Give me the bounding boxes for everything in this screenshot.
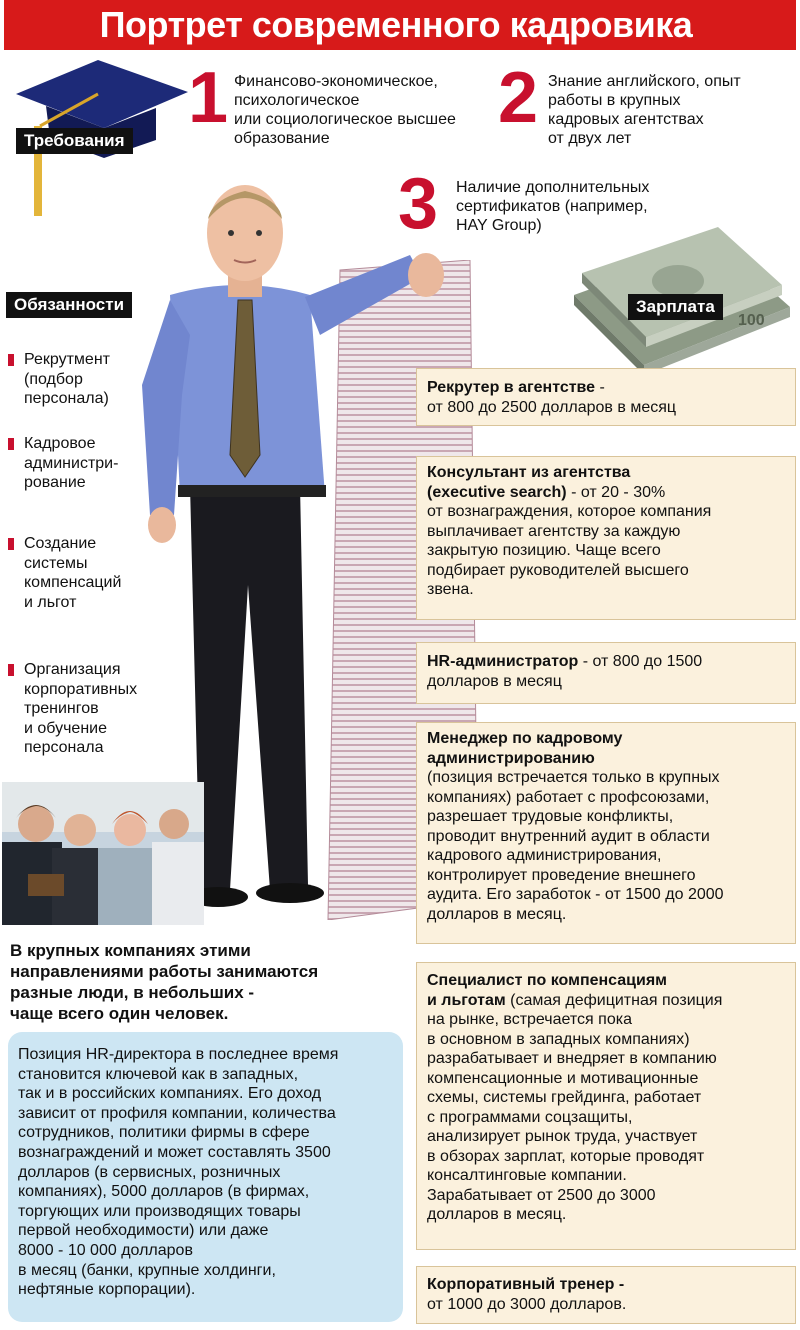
bullet-marker: [8, 538, 14, 550]
salary-line: подбирает руководителей высшего: [427, 561, 689, 579]
requirement-number-2: 2: [498, 58, 539, 138]
duty-line: корпоративных: [24, 680, 138, 698]
salary-line: и льготам (самая дефицитная позиция: [427, 991, 723, 1009]
salary-line: анализирует рынок труда, участвует: [427, 1128, 698, 1145]
hr-director-note: [18, 1045, 398, 1300]
bullet-marker: [8, 354, 14, 366]
salary-line: проводит внутренний аудит в области: [427, 827, 710, 845]
salary-line: (executive search) - от 20 - 30%: [427, 483, 666, 501]
duty-line: Кадровое: [24, 435, 96, 452]
salary-line: долларов в месяц.: [427, 1206, 567, 1223]
salary-line: (позиция встречается только в крупных: [427, 769, 720, 786]
salary-line: в обзорах зарплат, которые проводят: [427, 1147, 705, 1165]
page-title: Портрет современного кадровика: [99, 4, 693, 45]
salary-title: Специалист по компенсациям: [427, 972, 668, 989]
requirement-1-line: или социологическое высшее: [234, 111, 456, 128]
duty-line: рование: [24, 474, 86, 491]
salary-line: Рекрутер в агентстве -: [427, 379, 605, 396]
note-line: торгующих или производящих товары: [18, 1202, 301, 1220]
duty-line: персонала): [24, 390, 109, 407]
salary-title: Рекрутер в агентстве: [427, 379, 596, 396]
salary-box-hr-admin: [416, 642, 796, 704]
requirement-3-line: HAY Group): [456, 217, 542, 234]
requirement-1-line: образование: [234, 130, 330, 147]
note-line: становится ключевой как в западных,: [18, 1065, 299, 1083]
salary-box-compensation-specialist: [416, 962, 796, 1250]
requirement-2-line: Знание английского, опыт: [548, 73, 741, 90]
duty-line: тренингов: [24, 700, 99, 717]
salary-label: Зарплата: [628, 294, 723, 320]
note-line: зависит от профиля компании, количества: [18, 1104, 336, 1122]
salary-line: в основном в западных компаниях): [427, 1030, 690, 1048]
salary-title: и льготам: [427, 991, 506, 1009]
duty-line: (подбор: [24, 370, 83, 388]
salary-title: Менеджер по кадровому: [427, 730, 623, 747]
note-line: вознаграждений и может составлять 3500: [18, 1143, 331, 1161]
requirement-number-1: 1: [188, 58, 229, 138]
duty-line: компенсаций: [24, 574, 122, 591]
note-line: сотрудников, политики фирмы в сфере: [18, 1124, 310, 1142]
salary-line: долларов в месяц: [427, 672, 562, 690]
salary-box-recruiter: [416, 368, 796, 426]
salary-line: выплачивает агентству за каждую: [427, 522, 681, 540]
salary-line: от 800 до 2500 долларов в месяц: [427, 398, 677, 416]
requirement-2-line: кадровых агентствах: [548, 111, 704, 128]
requirements-label: Требования: [16, 128, 133, 154]
bold-note-line: направлениями работы занимаются: [10, 962, 319, 981]
salary-line: от 1000 до 3000 долларов.: [427, 1295, 627, 1313]
duty-line: Создание: [24, 535, 97, 552]
salary-line: звена.: [427, 581, 474, 598]
duty-line: администри-: [24, 454, 119, 472]
salary-line: закрытую позицию. Чаще всего: [427, 542, 661, 559]
requirement-1: [234, 72, 494, 148]
duty-line: системы: [24, 554, 88, 572]
duty-line: Рекрутмент: [24, 351, 110, 368]
note-line: в месяц (банки, крупные холдинги,: [18, 1261, 276, 1279]
requirement-number-3: 3: [398, 164, 439, 244]
bold-note: [10, 940, 405, 1024]
svg-text:100: 100: [738, 312, 765, 329]
requirement-1-line: Финансово-экономическое,: [234, 73, 438, 90]
requirement-2: [548, 72, 788, 148]
salary-line: Зарабатывает от 2500 до 3000: [427, 1186, 656, 1204]
business-people-photo: [2, 782, 204, 925]
requirement-2-line: работы в крупных: [548, 92, 681, 109]
bullet-marker: [8, 438, 14, 450]
salary-title: Корпоративный тренер -: [427, 1276, 625, 1293]
salary-box-trainer: [416, 1266, 796, 1324]
salary-line: консалтинговые компании.: [427, 1167, 627, 1184]
requirement-1-line: психологическое: [234, 92, 360, 109]
bullet-marker: [8, 664, 14, 676]
salary-line: на рынке, встречается пока: [427, 1011, 632, 1028]
salary-line: HR-администратор - от 800 до 1500: [427, 653, 703, 670]
requirement-3-line: сертификатов (например,: [456, 198, 648, 215]
requirement-3-line: Наличие дополнительных: [456, 179, 650, 196]
salary-title: администрированию: [427, 749, 595, 767]
salary-line: кадрового администрирования,: [427, 847, 662, 864]
salary-line: контролирует проведение внешнего: [427, 866, 696, 884]
duty-line: и обучение: [24, 719, 107, 737]
duties-label: Обязанности: [6, 292, 132, 318]
duty-line: Организация: [24, 661, 121, 678]
salary-box-hr-manager: [416, 722, 796, 944]
note-line: нефтяные корпорации).: [18, 1281, 196, 1299]
salary-line: от вознаграждения, которое компания: [427, 503, 712, 520]
salary-line: аудита. Его заработок - от 1500 до 2000: [427, 886, 724, 903]
note-line: так и в российских компаниях. Его доход: [18, 1085, 322, 1103]
salary-title: Консультант из агентства: [427, 464, 631, 481]
note-line: 8000 - 10 000 долларов: [18, 1241, 193, 1259]
note-line: компаниях), 5000 долларов (в фирмах,: [18, 1183, 310, 1201]
bold-note-line: разные люди, в небольших -: [10, 983, 255, 1002]
salary-line: разрабатывает и внедряет в компанию: [427, 1050, 717, 1067]
salary-line: долларов в месяц.: [427, 905, 567, 923]
salary-line: схемы, системы грейдинга, работает: [427, 1089, 702, 1106]
salary-line: с программами соцзащиты,: [427, 1108, 633, 1126]
salary-box-consultant: [416, 456, 796, 620]
salary-line: компаниях) работает с профсоюзами,: [427, 788, 710, 806]
note-line: первой необходимости) или даже: [18, 1222, 269, 1240]
requirement-2-line: от двух лет: [548, 130, 632, 147]
salary-title: (executive search): [427, 483, 567, 501]
salary-title: HR-администратор: [427, 653, 579, 670]
duty-line: и льгот: [24, 593, 77, 611]
bold-note-line: В крупных компаниях этими: [10, 941, 251, 960]
duty-line: персонала: [24, 739, 104, 756]
salary-line: компенсационные и мотивационные: [427, 1069, 699, 1087]
bold-note-line: чаще всего один человек.: [10, 1004, 229, 1023]
salary-line: [427, 1275, 785, 1295]
note-line: Позиция HR-директора в последнее время: [18, 1046, 339, 1063]
salary-line: разрешает трудовые конфликты,: [427, 808, 674, 825]
note-line: долларов (в сервисных, розничных: [18, 1163, 281, 1181]
